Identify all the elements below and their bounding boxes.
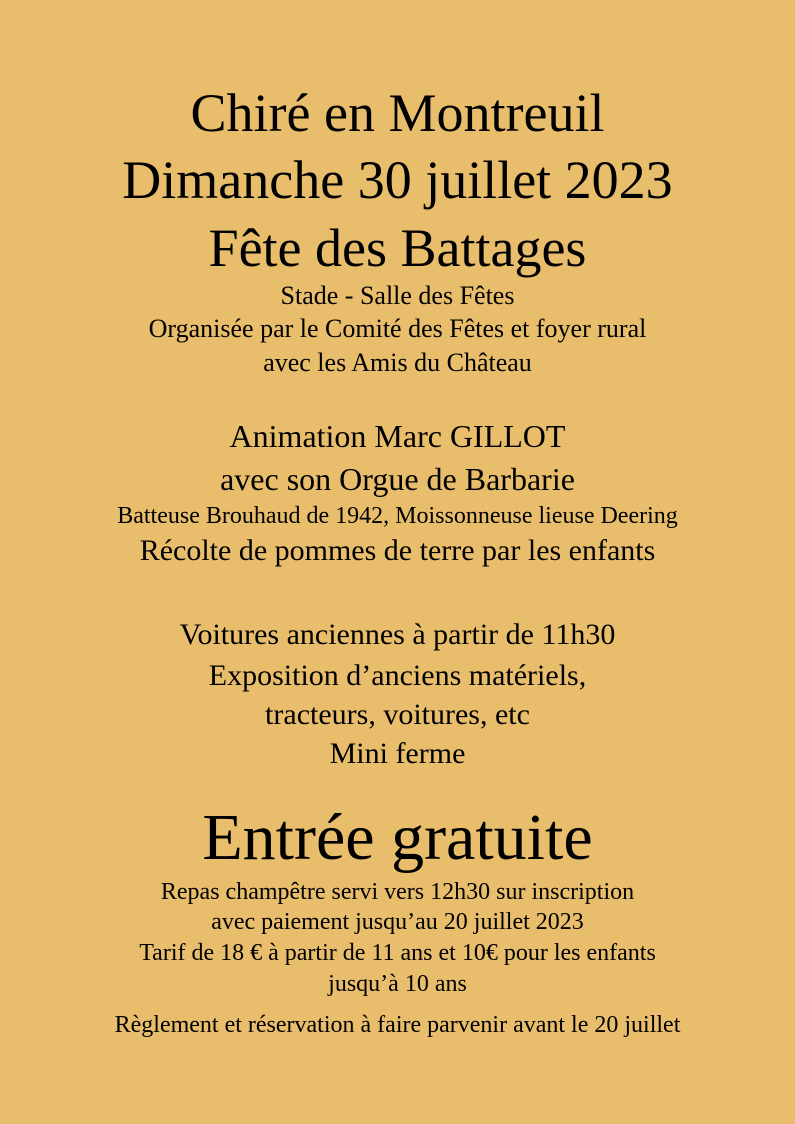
- organizers: Organisée par le Comité des Fêtes et foyer rural: [148, 314, 647, 343]
- machines: Batteuse Brouhaud de 1942, Moissonneuse lieuse Deering: [117, 503, 678, 529]
- mini-farm: Mini ferme: [329, 737, 466, 770]
- partners: avec les Amis du Château: [263, 348, 532, 377]
- animation-instrument: avec son Orgue de Barbarie: [220, 461, 575, 497]
- vintage-cars: Voitures anciennes à partir de 11h30: [179, 618, 616, 651]
- event-title: Fête des Battages: [208, 218, 587, 278]
- animation-performer: Animation Marc GILLOT: [229, 418, 566, 454]
- equipment-exhibition: Exposition d’anciens matériels,: [208, 659, 587, 692]
- free-entry: Entrée gratuite: [202, 801, 593, 874]
- equipment-detail: tracteurs, voitures, etc: [265, 698, 530, 731]
- venue: Stade - Salle des Fêtes: [280, 281, 515, 310]
- payment-info: avec paiement jusqu’au 20 juillet 2023: [211, 909, 584, 935]
- village-name: Chiré en Montreuil: [190, 83, 605, 143]
- event-date: Dimanche 30 juillet 2023: [122, 150, 673, 210]
- meal-info: Repas champêtre servi vers 12h30 sur inscription: [160, 879, 635, 905]
- children-activity: Récolte de pommes de terre par les enfants: [139, 534, 656, 567]
- price-age-info: jusqu’à 10 ans: [328, 971, 467, 997]
- reservation-deadline: Règlement et réservation à faire parvenir avant le 20 juillet: [114, 1012, 681, 1038]
- price-info: Tarif de 18 € à partir de 11 ans et 10€ pour les enfants: [139, 940, 656, 966]
